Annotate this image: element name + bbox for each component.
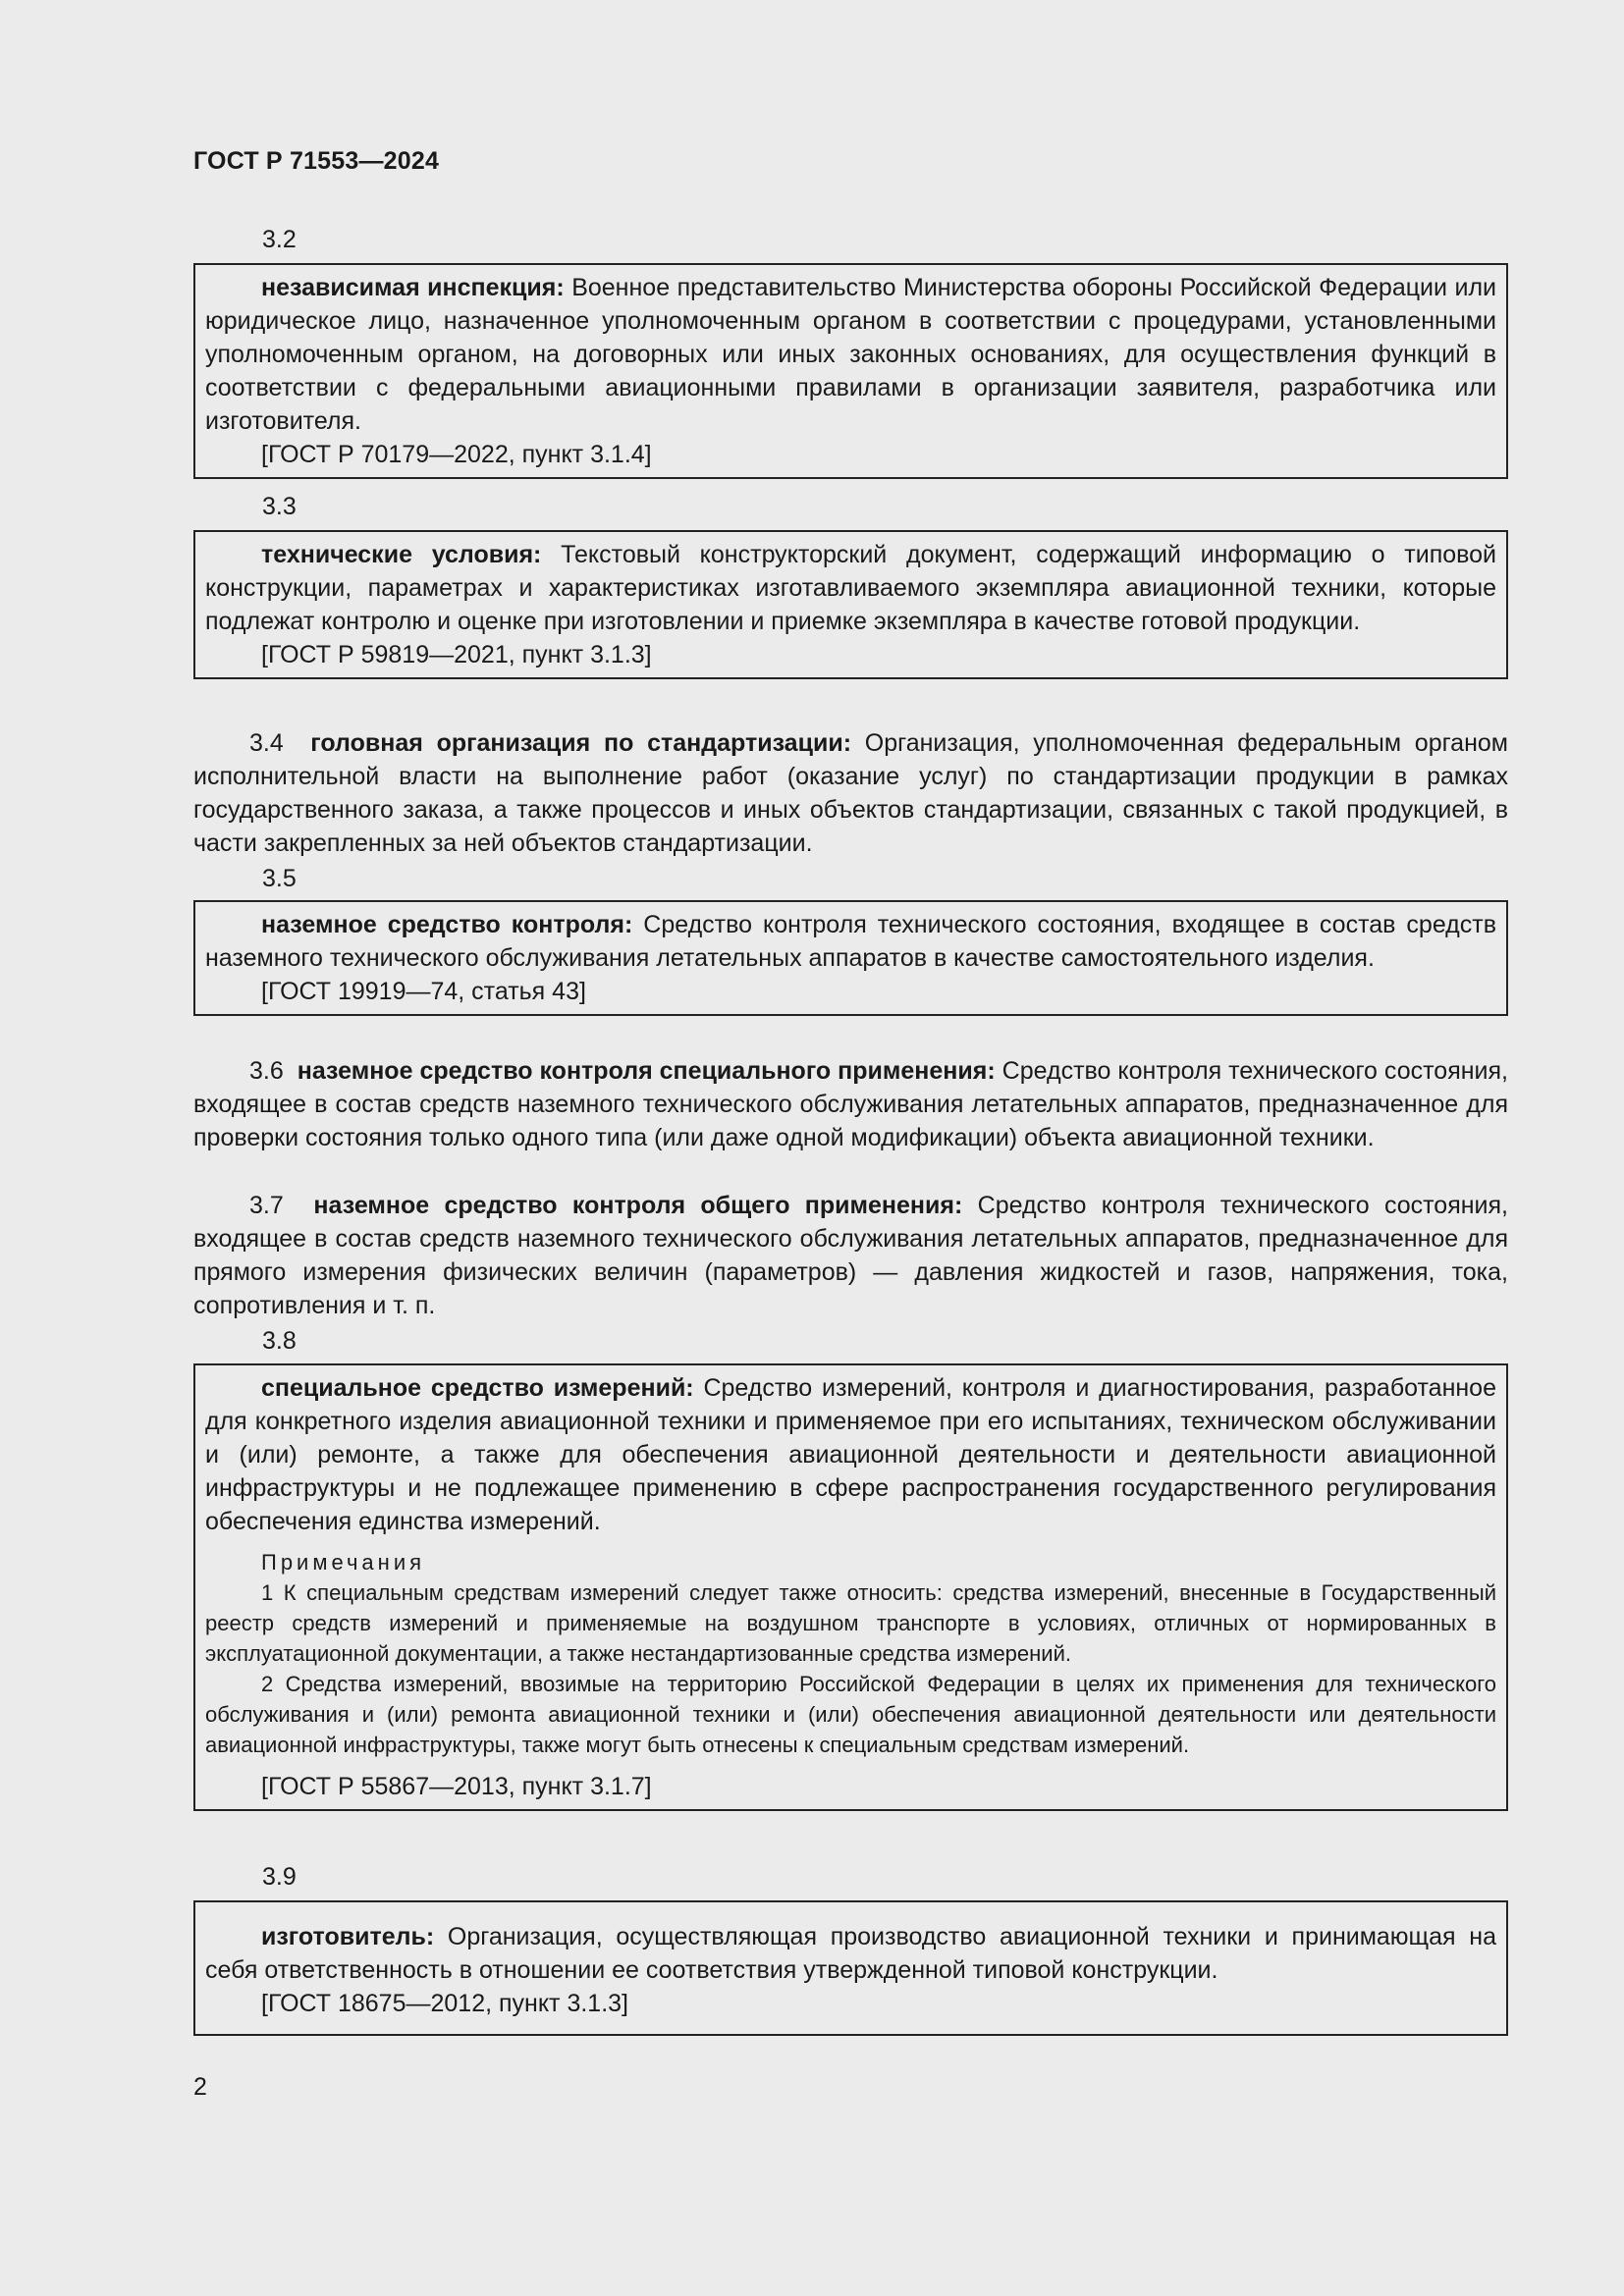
- definition-text: Средство контроля технического состояния, входящее в состав средств наземного технического обслуживания летательных аппаратов, предназначенное для прямого измерения физических величин (параметров) — давления жидкостей и газов, напряжения, тока, сопротивления и т. п.: [193, 1192, 1508, 1319]
- clause-number-3-3: 3.3: [262, 493, 297, 520]
- term-name: наземное средство контроля специального применения:: [297, 1057, 996, 1085]
- definition-text: Средство контроля технического состояния, входящее в состав средств наземного технического обслуживания летательных аппаратов, предназначенное для проверки состояния только одного типа (или даже одной модификации) объекта авиационной техники.: [193, 1057, 1508, 1151]
- clause-3-4: [193, 726, 1508, 860]
- note-2: 2 Средства измерений, ввозимые на территорию Российской Федерации в целях их применения для технического обслуживания и (или) ремонта авиационной техники и (или) обеспечения авиационной деятельности или деятельности авиационной инфраструктуры, также могут быть отнесены к специальным средствам измерений.: [205, 1672, 1496, 1757]
- definition-text: Организация, уполномоченная федеральным органом исполнительной власти на выполнение работ (оказание услуг) по стандартизации продукции в рамках государственного заказа, а также процессов и иных объектов стандартизации, связанных с такой продукцией, в части закрепленных за ней объектов стандартизации.: [193, 729, 1508, 857]
- clause-number-3-5: 3.5: [262, 865, 297, 892]
- term-name: независимая инспекция:: [261, 274, 565, 301]
- clause-number: 3.4: [249, 729, 284, 757]
- term-box-3-3: [193, 530, 1508, 679]
- term-definition: [193, 726, 1508, 860]
- term-name: головная организация по стандартизации:: [310, 729, 852, 757]
- clause-number: 3.6: [249, 1057, 284, 1085]
- term-box-3-5: [193, 900, 1508, 1016]
- term-name: наземное средство контроля общего применения:: [313, 1192, 963, 1219]
- term-definition: [205, 1920, 1496, 1987]
- term-box-3-9: [193, 1900, 1508, 2036]
- page-number: 2: [193, 2073, 207, 2101]
- term-name: специальное средство измерений:: [261, 1374, 694, 1402]
- document-code-header: ГОСТ Р 71553—2024: [193, 147, 440, 175]
- definition-text: Организация, осуществляющая производство авиационной техники и принимающая на себя ответственность в отношении ее соответствия утвержденной типовой конструкции.: [205, 1923, 1496, 1984]
- source-reference: [ГОСТ Р 70179—2022, пункт 3.1.4]: [261, 441, 652, 468]
- definition-text: Средство измерений, контроля и диагностирования, разработанное для конкретного изделия авиационной техники и применяемое при его испытаниях, техническом обслуживании и (или) ремонте, а также для обеспечения авиационной деятельности и деятельности авиационной инфраструктуры и не подлежащее применению в сфере распространения государственного регулирования обеспечения единства измерений.: [205, 1374, 1496, 1535]
- source-reference: [ГОСТ 18675—2012, пункт 3.1.3]: [261, 1990, 628, 2017]
- definition-text: Средство контроля технического состояния, входящее в состав средств наземного технического обслуживания летательных аппаратов в качестве самостоятельного изделия.: [205, 911, 1496, 972]
- note-1: 1 К специальным средствам измерений следует также относить: средства измерений, внесенные в Государственный реестр средств измерений и применяемые на воздушном транспорте в условиях, отличных от нормированных в эксплуатационной документации, а также нестандартизованные средства измерений.: [205, 1580, 1496, 1666]
- definition-text: Военное представительство Министерства обороны Российской Федерации или юридическое лицо, назначенное уполномоченным органом в соответствии с процедурами, установленными уполномоченным органом, на договорных или иных законных основаниях, для осуществления функций в соответствии с федеральными авиационными правилами в организации заявителя, разработчика или изготовителя.: [205, 274, 1496, 435]
- clause-number-3-2: 3.2: [262, 226, 297, 253]
- clause-3-7: [193, 1189, 1508, 1322]
- source-reference: [ГОСТ 19919—74, статья 43]: [261, 978, 586, 1005]
- term-name: наземное средство контроля:: [261, 911, 633, 938]
- term-name: технические условия:: [261, 541, 542, 568]
- clause-3-6: [193, 1054, 1508, 1154]
- source-reference: [ГОСТ Р 59819—2021, пункт 3.1.3]: [261, 641, 652, 668]
- clause-number-3-9: 3.9: [262, 1863, 297, 1891]
- term-definition: [205, 538, 1496, 638]
- term-definition: [205, 271, 1496, 438]
- clause-number: 3.7: [249, 1192, 284, 1219]
- term-definition: [205, 908, 1496, 975]
- definition-text: Текстовый конструкторский документ, содержащий информацию о типовой конструкции, параметрах и характеристиках изготавливаемого экземпляра авиационной техники, которые подлежат контролю и оценке при изготовлении и приемке экземпляра в качестве готовой продукции.: [205, 541, 1497, 635]
- notes-heading: Примечания: [261, 1550, 426, 1575]
- term-name: изготовитель:: [261, 1923, 435, 1950]
- term-box-3-8: [193, 1363, 1508, 1811]
- source-reference: [ГОСТ Р 55867—2013, пункт 3.1.7]: [261, 1773, 652, 1800]
- term-definition: [205, 1371, 1496, 1538]
- clause-number-3-8: 3.8: [262, 1327, 297, 1355]
- term-box-3-2: [193, 263, 1508, 479]
- term-definition: [193, 1054, 1508, 1154]
- term-definition: [193, 1189, 1508, 1322]
